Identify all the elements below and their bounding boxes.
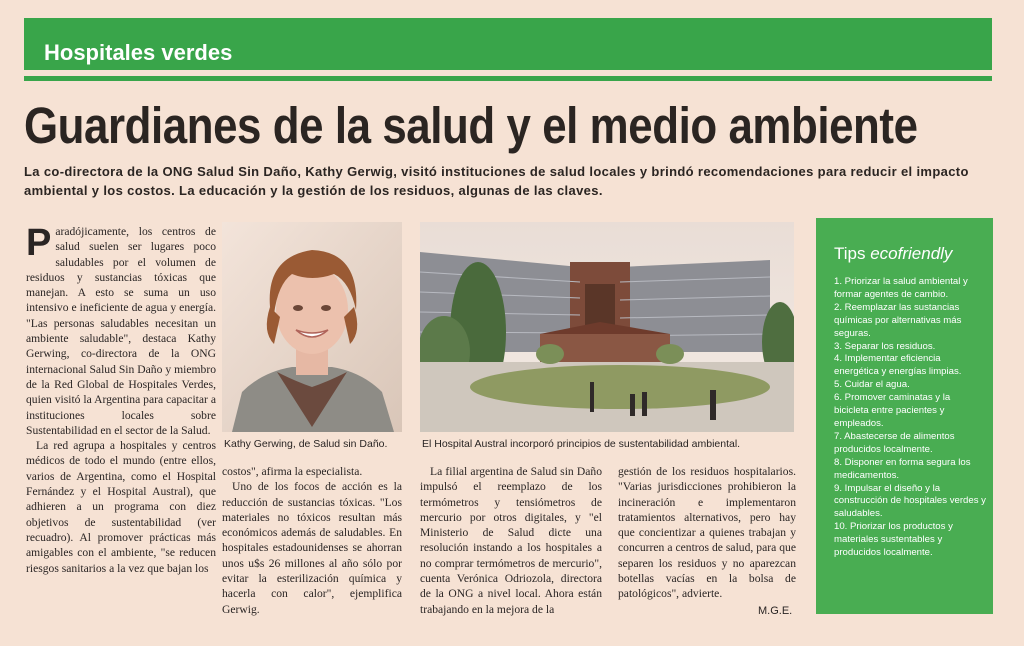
article-paragraph: costos", afirma la especialista. bbox=[222, 465, 363, 478]
article-column-1 bbox=[26, 224, 216, 576]
tip-item: 5. Cuidar el agua. bbox=[834, 379, 910, 391]
tip-item: 10. Priorizar los productos y materiales sustentables y producidos localmente. bbox=[834, 521, 953, 559]
article-column-3 bbox=[420, 464, 602, 617]
hospital-image bbox=[420, 222, 794, 432]
author-signature: M.G.E. bbox=[758, 605, 793, 617]
article-column-2 bbox=[222, 464, 402, 617]
tip-item: 3. Separar los residuos. bbox=[834, 340, 936, 352]
section-header-bar bbox=[24, 18, 992, 70]
article-paragraph bbox=[26, 224, 216, 438]
lead-paragraph: La co-directora de la ONG Salud Sin Daño, Kathy Gerwig, visitó instituciones de salud locales y brindó recomendaciones para reducir el impacto ambiental y los costos. La educación y la gestión de los residuos, algunas de las claves. bbox=[24, 164, 969, 198]
portrait-image bbox=[222, 222, 402, 432]
tip-item: 8. Disponer en forma segura los medicamentos. bbox=[834, 456, 971, 481]
article-paragraph: La red agrupa a hospitales y centros médicos de todo el mundo (entre ellos, varios de Argentina, como el Hospital Fernández y el Hospital Austral), que adhieren a un programa con diez objetivos de sustentabilidad (ver recuadro). Al promover prácticas más amigables con el ambiente, "se reducen riesgos sanitarios a la vez que bajan los bbox=[26, 439, 216, 575]
tip-item: 7. Abastecerse de alimentos producidos localmente. bbox=[834, 430, 955, 455]
tips-title-prefix: Tips bbox=[834, 244, 871, 263]
tip-item: 1. Priorizar la salud ambiental y formar agentes de cambio. bbox=[834, 276, 968, 300]
tip-item: 6. Promover caminatas y la bicicleta entre pacientes y empleados. bbox=[834, 392, 951, 429]
tips-list bbox=[834, 276, 986, 560]
tip-item: 9. Impulsar el diseño y la construcción de hospitales verdes y saludables. bbox=[834, 482, 986, 520]
article-column-4 bbox=[618, 464, 796, 602]
portrait-caption: Kathy Gerwing, de Salud sin Daño. bbox=[224, 438, 388, 450]
tip-item: 2. Reemplazar las sustancias químicas por alternativas más seguras. bbox=[834, 301, 962, 339]
headline: Guardianes de la salud y el medio ambiente bbox=[24, 97, 918, 154]
article-paragraph: gestión de los residuos hospitalarios. "Varias jurisdicciones prohibieron la incineración e implementaron tratamientos alternativos, pero hay que concientizar a quienes trabajan y concurren a centros de salud, para que separen los residuos y no aparezcan botellas vacías en la bolsa de patológicos", advierte. bbox=[618, 465, 796, 601]
article-paragraph: La filial argentina de Salud sin Daño impulsó el reemplazo de los termómetros y tensiómetros de mercurio por otros digitales, y "el Ministerio de Salud dicte una resolución instando a los hospitales a no comprar termómetros de mercurio", cuenta Verónica Odriozola, directora de la ONG a nivel local. Ahora están trabajando en la mejora de la bbox=[420, 465, 602, 616]
tips-title bbox=[834, 244, 952, 264]
section-divider bbox=[24, 76, 992, 81]
tip-item: 4. Implementar eficiencia energética y energías limpias. bbox=[834, 353, 962, 378]
paragraph-text: aradójicamente, los centros de salud suelen ser lugares poco saludables por el volumen de residuos y sustancias tóxicas que manejan. A esto se suma un uso intensivo e ineficiente de agua y energía. "Las personas saludables necesitan un ambiente saludable", destaca Kathy Gerwing, co-directora de la ONG internacional Salud Sin Daño y miembro de la Red Global de Hospitales Verdes, quien visitó la Argentina para capacitar a instituciones locales sobre Sustentabilidad en el sector de la Salud. bbox=[26, 225, 216, 437]
section-label: Hospitales verdes bbox=[44, 40, 233, 65]
hospital-photo bbox=[420, 222, 794, 432]
portrait-photo bbox=[222, 222, 402, 432]
drop-cap: P bbox=[26, 222, 52, 264]
hospital-caption: El Hospital Austral incorporó principios de sustentabilidad ambiental. bbox=[422, 438, 741, 450]
tips-title-emphasis: ecofriendly bbox=[870, 244, 953, 263]
article-paragraph: Uno de los focos de acción es la reducción de sustancias tóxicas. "Los materiales no tóxicos resultan más económicos además de saludables. En hospitales estadounidenses se ahorran unos u$s 26 millones al año sólo por evitar la esterilización química y hacerla con calor", ejemplifica Gerwig. bbox=[222, 480, 402, 616]
